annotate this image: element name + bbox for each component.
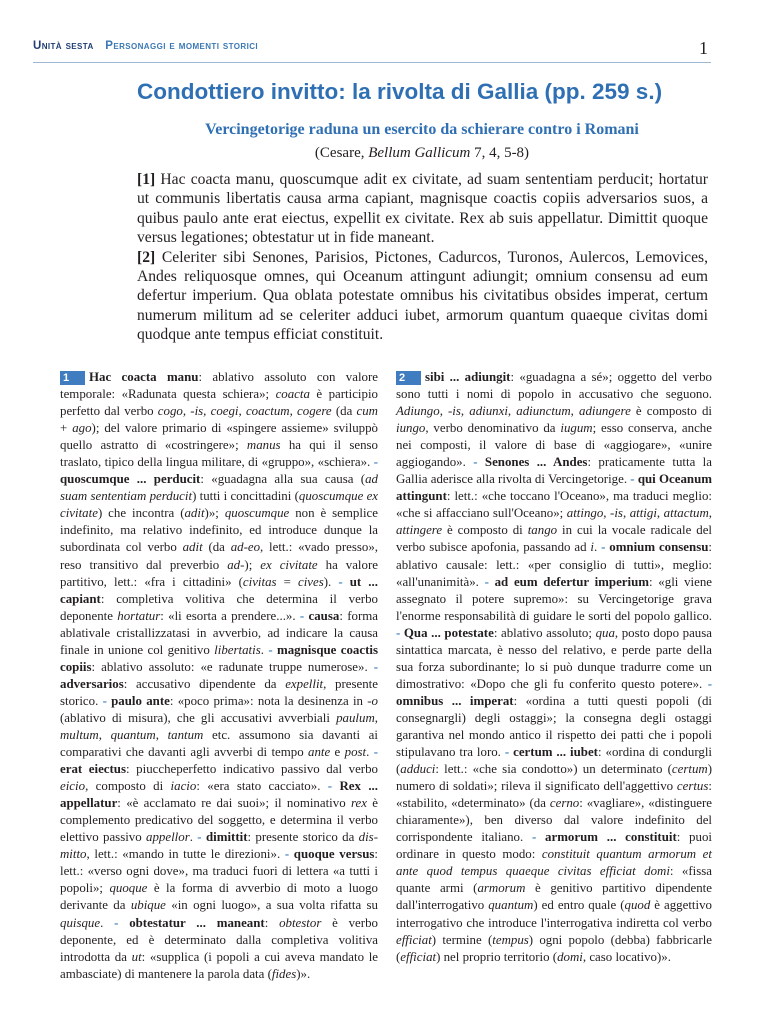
paragraph-text: Celeriter sibi Senones, Parisios, Pictones, Cadurcos, Turonos, Aulercos, Lemovices, Andes reliquosque omnes, qui Oceanum attingunt adiungit; omnium consensu ad eum defertur imperium. Qua oblata potestate omnibus his civitatibus obsides imperat, certum numerum militum ad se celeriter adduci iubet, armorum quantum quaeque civitas domi quodque ante tempus efficiat constituit. — [137, 248, 708, 344]
paragraph-number: [1] — [137, 171, 156, 188]
source-open: (Cesare, — [314, 145, 369, 161]
commentary-note-1: 1 Hac coacta manu: ablativo assoluto con valore temporale: «Radunata questa schiera»; coacta è participio perfetto dal verbo cogo, -is, coegi, coactum, cogere (da cum + ago); del valore primario di «spingere assieme» sviluppò quello astratto di «costringere»; manus ha qui il senso traslato, tipico della lingua militare, di «gruppo», «schiera». - quoscumque ... perducit: «guadagna alla sua causa (ad suam sententiam perducit) tutti i concittadini (quoscumque ex civitate) che incontra (adit)»; quoscumque non è semplice indefinito, ma relativo indefinito, ed introduce dunque la subordinata col verbo adit (da ad-eo, lett.: «vado presso», reso transitivo dal preverbio ad-); ex civitate ha valore partitivo, lett.: «fra i cittadini» (civitas = cives). - ut ... capiant: completiva volitiva che determina il verbo deponente hortatur: «li esorta a prendere...». - causa: forma ablativale cristallizzatasi in avverbio, ad indicare la causa finale in unione col genitivo libertatis. - magnisque coactis copiis: ablativo assoluto: «e radunate truppe numerose». - adversarios: accusativo dipendente da expellit, presente storico. - paulo ante: «poco prima»: nota la desinenza in -o (ablativo di misura), che gli accusativi avverbiali paulum, multum, quantum, tantum etc. assumono sia davanti ai comparativi che davanti agli avverbi di tempo ante e post. - erat eiectus: piuccheperfetto indicativo passivo dal verbo eicio, composto di iacio: «era stato cacciato». - Rex ... appellatur: «è acclamato re dai suoi»; il nominativo rex è complemento predicativo del soggetto, e determina il verbo elettivo passivo appellor. - dimittit: presente storico da dis-mitto, lett.: «mando in tutte le direzioni». - quoque versus: lett.: «verso ogni dove», ma traduci fuori di lettera «a tutti i popoli»; quoque è la forma di avverbio di moto a luogo derivante da ubique «in ogni luogo», a sua volta rifatta su quisque. - obtestatur ... maneant: obtestor è verbo deponente, ed è determinato dalla completiva volitiva introdotta da ut: «supplica (i popoli a cui aveva mandato le ambasciate) di mantenere la parola data (fides)». — [60, 370, 379, 981]
unit-label: Unità sesta — [33, 40, 94, 52]
source-ref: 7, 4, 5-8) — [470, 145, 530, 161]
passage-paragraph-2 — [137, 248, 708, 345]
note-number-badge: 1 — [60, 371, 85, 385]
source-citation — [137, 145, 707, 162]
header-divider — [33, 62, 711, 63]
page-number: 1 — [699, 38, 708, 58]
passage-subtitle: Vercingetorige raduna un esercito da schierare contro i Romani — [205, 121, 639, 138]
latin-passage — [137, 170, 708, 345]
passage-paragraph-1 — [137, 170, 708, 248]
running-head — [33, 40, 713, 60]
note-number-badge: 2 — [396, 371, 421, 385]
paragraph-text: Hac coacta manu, quoscumque adit ex civitate, ad suam sententiam perducit; hortatur ut communis libertatis causa arma capiant, magnisque coactis copiis adversarios suos, a quibus paulo ante erat eiectus, expellit ex civitate. Rex ab suis appellatur. Dimittit quoque versus legationes; obtestatur ut in fide maneant. — [137, 171, 708, 247]
section-label: Personaggi e momenti storici — [105, 40, 259, 52]
paragraph-number: [2] — [137, 248, 156, 266]
chapter-title: Condottiero invitto: la rivolta di Gallia (pp. 259 s.) — [137, 79, 663, 104]
commentary-note-2: 2 sibi ... adiungit: «guadagna a sé»; oggetto del verbo sono tutti i nomi di popolo in accusativo che seguono. Adiungo, -is, adiunxi, adiunctum, adiungere è composto di iungo, verbo denominativo da iugum; esso conserva, anche nei composti, il valore di base di «aggiogare», «unire aggiogando». - Senones ... Andes: praticamente tutta la Gallia aderisce alla rivolta di Vercingetorige. - qui Oceanum attingunt: lett.: «che toccano l'Oceano», ma traduci meglio: «che si affacciano sull'Oceano»; attingo, -is, attigi, attactum, attingere è composto di tango in cui la vocale radicale del verbo subisce apofonia, passando ad i. - omnium consensu: ablativo causale: lett.: «per consiglio di tutti», meglio: «all'unanimità». - ad eum defertur imperium: «gli viene assegnato il potere supremo»: su Vercingetorige grava l'enorme responsabilità di guidare le sorti del popolo gallico. - Qua ... potestate: ablativo assoluto; qua, posto dopo pausa sintattica marcata, è nesso del relativo, e perde parte della sua forza subordinante; lo si può dunque tradurre come un dimostrativo: «Dopo che gli fu conferito questo potere». - omnibus ... imperat: «ordina a tutti questi popoli (di consegnargli) degli ostaggi»; la consegna degli ostaggi garantiva nel mondo antico il rispetto dei patti che i popoli stipulavano tra loro. - certum ... iubet: «ordina di condurgli (adduci: lett.: «che sia condotto») un determinato (certum) numero di soldati»; rileva il significato dell'aggettivo certus: «stabilito, «determinato» (da cerno: «vagliare», «distinguere chiaramente»), ben diverso dal valore indefinito del corrispondente italiano. - armorum ... constituit: puoi ordinare in questo modo: constituit quantum armorum et ante quod tempus quaeque civitas efficiat domi: «fissa quante armi (armorum è genitivo partitivo dipendente dall'interrogativo quantum) ed entro quale (quod è aggettivo interrogativo che introduce l'interrogativa indiretta col verbo efficiat) termine (tempus) ogni popolo (debba) fabbricarle (efficiat) nel proprio territorio (domi, caso locativo)». — [396, 370, 713, 964]
source-work: Bellum Gallicum — [368, 145, 471, 161]
